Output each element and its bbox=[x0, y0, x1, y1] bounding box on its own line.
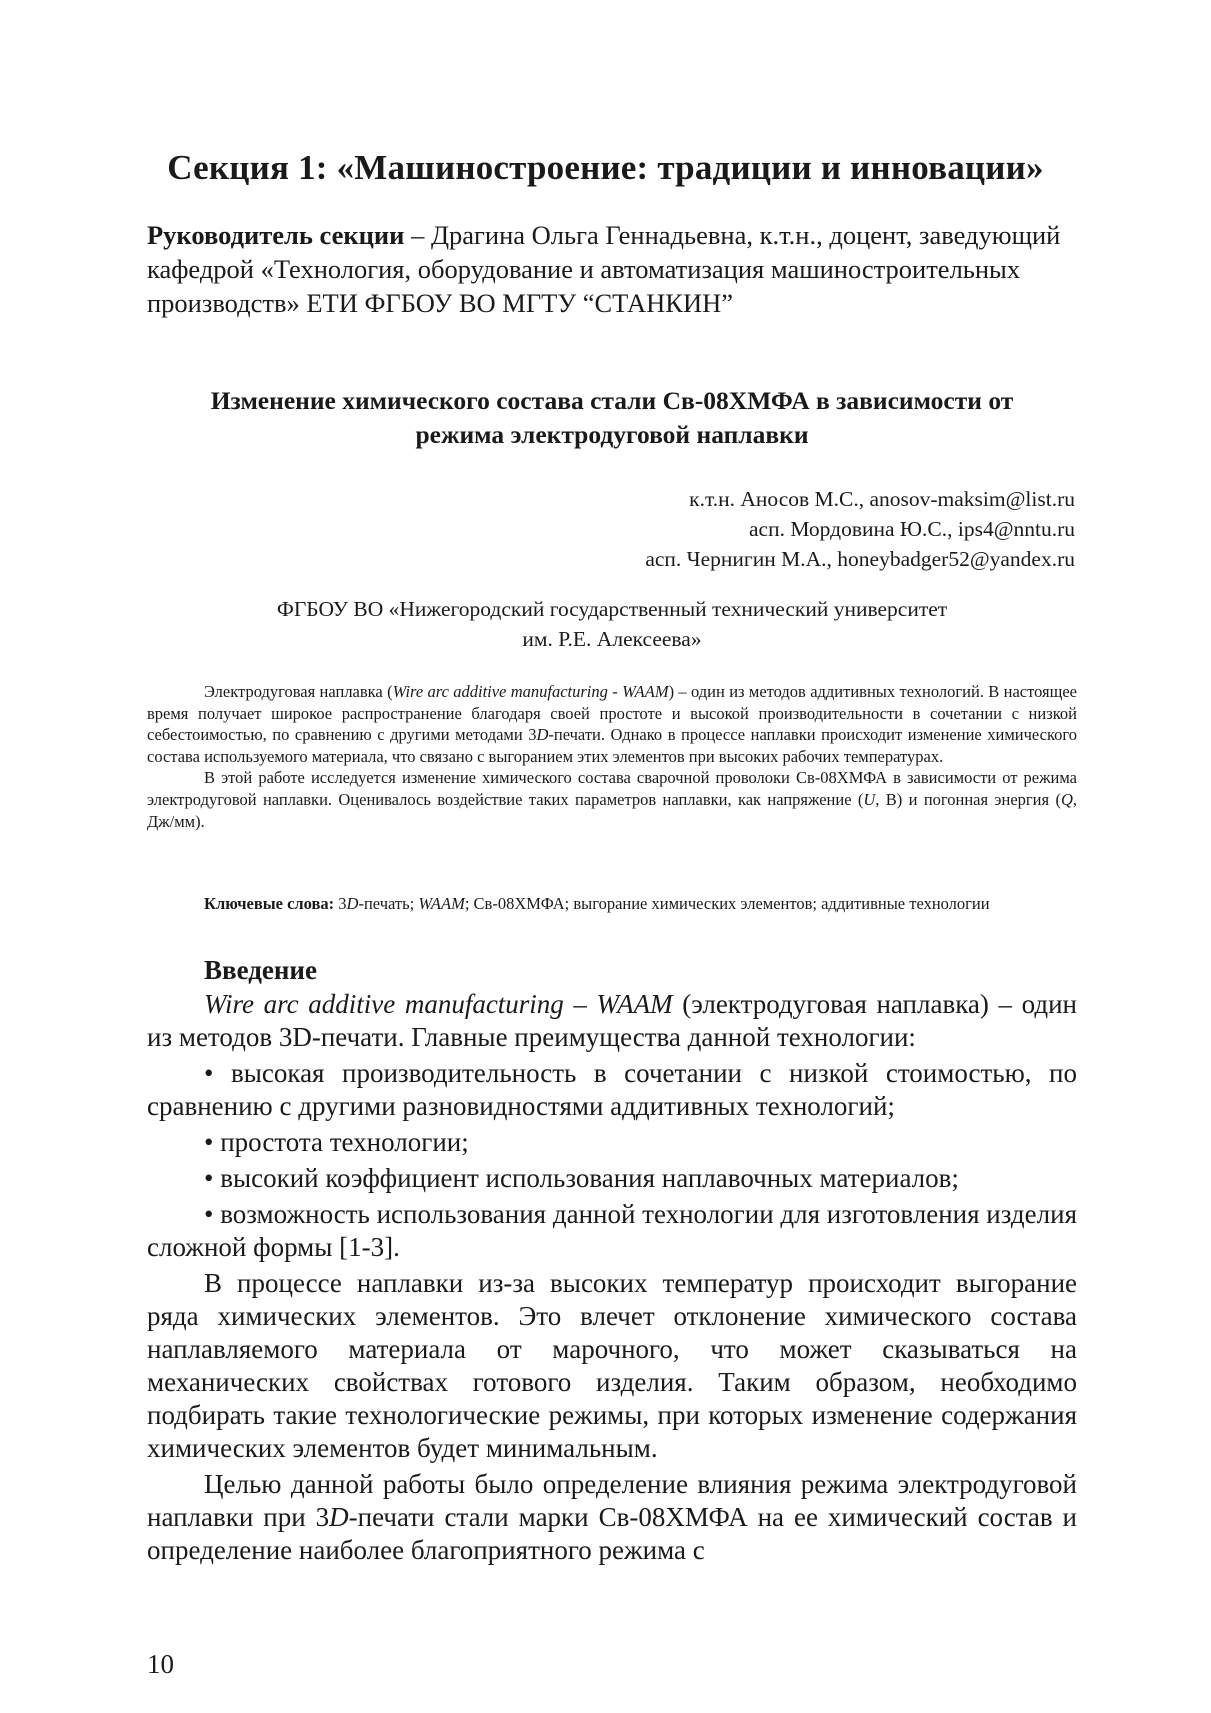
intro-text: -печати стали марки Св-08ХМФА на ее химический состав и определение наиболее благоприятного режима с bbox=[147, 1502, 1077, 1565]
page-number: 10 bbox=[147, 1649, 174, 1679]
abstract-paragraph-2 bbox=[147, 767, 1077, 832]
leader-text: – Драгина Ольга Геннадьевна, к.т.н., доцент, заведующий кафедрой «Технология, оборудование и автоматизация машиностроительных производств» ЕТИ ФГБОУ ВО МГТУ “СТАНКИН” bbox=[147, 220, 1061, 318]
abstract-text: ) – один из методов аддитивных технологий. В настоящее время получает широкое распространение благодаря своей простоте и высокой производительности в сочетании с низкой себестоимостью, по сравнению с другими методами 3 bbox=[147, 682, 1077, 745]
abstract-text: , Дж/мм). bbox=[147, 789, 1078, 831]
leader-label: Руководитель секции bbox=[147, 220, 405, 250]
intro-term: Wire arc additive manufacturing – WAAM bbox=[204, 989, 673, 1019]
paper-title bbox=[147, 384, 1077, 452]
keywords-term: WAAM bbox=[418, 894, 465, 913]
keywords-text: ; Св-08ХМФА; выгорание химических элементов; аддитивные технологии bbox=[464, 894, 990, 913]
abstract-symbol: Q bbox=[1060, 789, 1073, 809]
intro-text: Целью данной работы было определение влияния режима электродуговой наплавки при 3 bbox=[147, 1469, 1077, 1532]
abstract bbox=[147, 681, 1077, 832]
affiliation-line-1: ФГБОУ ВО «Нижегородский государственный технический университет bbox=[276, 597, 948, 621]
abstract-paragraph-1 bbox=[147, 681, 1077, 767]
abstract-text: Электродуговая наплавка ( bbox=[204, 682, 393, 701]
author-2: асп. Мордовина Ю.С., ips4@nntu.ru bbox=[749, 517, 1075, 541]
affiliation bbox=[147, 594, 1077, 654]
section-leader bbox=[147, 218, 1077, 320]
affiliation-line-2: им. Р.Е. Алексеева» bbox=[522, 627, 702, 651]
intro-bullet-3: • высокий коэффициент использования наплавочных материалов; bbox=[204, 1163, 959, 1193]
intro-paragraph-2: В процессе наплавки из-за высоких температур происходит выгорание ряда химических элементов. Это влечет отклонение химического состава наплавляемого материала от марочного, что может сказываться на механических свойствах готового изделия. Таким образом, необходимо подбирать такие технологические режимы, при которых изменение содержания химических элементов будет минимальным. bbox=[147, 1268, 1077, 1463]
keywords-text: -печать; bbox=[358, 894, 419, 913]
intro-paragraph-3 bbox=[147, 1468, 1077, 1567]
paper-title-line-1: Изменение химического состава стали Св-08ХМФА в зависимости от bbox=[210, 386, 1014, 415]
paper-title-line-2: режима электродуговой наплавки bbox=[415, 420, 809, 449]
keywords-label: Ключевые слова: bbox=[204, 894, 335, 913]
keywords bbox=[147, 893, 1077, 915]
intro-heading: Введение bbox=[204, 955, 317, 985]
abstract-text: В этой работе исследуется изменение химического состава сварочной проволоки Св-08ХМФА в зависимости от режима электродуговой наплавки. Оценивалось воздействие таких параметров наплавки, как напряжение ( bbox=[147, 768, 1077, 809]
section-title: Секция 1: «Машиностроение: традиции и инновации» bbox=[167, 148, 1044, 187]
author-3: асп. Чернигин М.А., honeybadger52@yandex.ru bbox=[645, 547, 1075, 571]
intro-term: D bbox=[329, 1502, 349, 1532]
introduction bbox=[147, 952, 1077, 1570]
keywords-term: D bbox=[346, 894, 359, 913]
keywords-paragraph bbox=[147, 893, 1077, 915]
intro-bullet-1: • высокая производительность в сочетании с низкой стоимостью, по сравнению с другими разновидностями аддитивных технологий; bbox=[147, 1058, 1077, 1121]
intro-paragraph-1 bbox=[147, 988, 1077, 1054]
intro-bullet-4: • возможность использования данной технологии для изготовления изделия сложной формы [1-3]. bbox=[147, 1199, 1077, 1262]
abstract-term: Wire arc additive manufacturing - WAAM bbox=[392, 682, 669, 701]
abstract-symbol: U bbox=[863, 789, 876, 809]
abstract-text: -печати. Однако в процессе наплавки происходит изменение химического состава используемого материала, что связано с выгоранием этих элементов при высоких рабочих температурах. bbox=[147, 725, 1077, 766]
keywords-text: 3 bbox=[334, 894, 347, 913]
author-1: к.т.н. Аносов М.С., anosov-maksim@list.ru bbox=[689, 487, 1075, 511]
intro-text: (электродуговая наплавка) – один из методов 3D-печати. Главные преимущества данной технологии: bbox=[147, 989, 1077, 1052]
intro-bullet-2: • простота технологии; bbox=[204, 1127, 469, 1157]
abstract-term: D bbox=[536, 725, 549, 745]
authors-block bbox=[645, 484, 1075, 574]
abstract-text: , В) и погонная энергия ( bbox=[875, 789, 1061, 809]
